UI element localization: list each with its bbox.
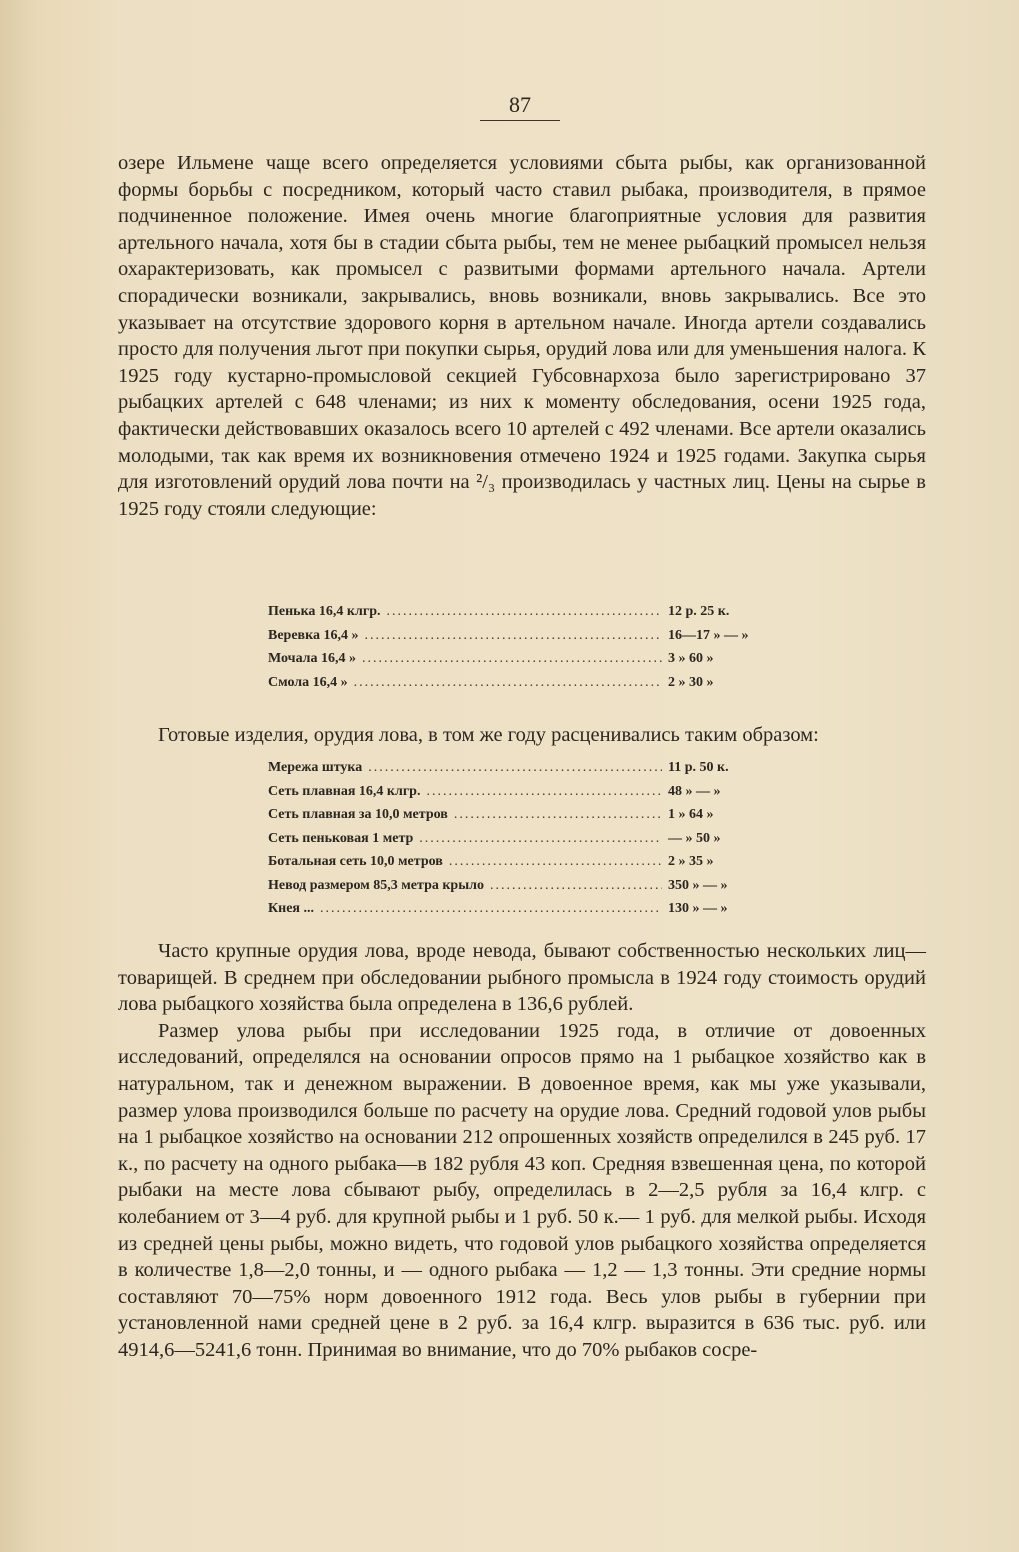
leader-dots xyxy=(419,827,662,851)
price-item-value: 2 » 30 » xyxy=(668,674,714,690)
price-row xyxy=(268,850,768,874)
leader-dots xyxy=(454,803,662,827)
price-item-name: Кнея ... xyxy=(268,901,315,916)
leader-dots xyxy=(449,850,662,874)
price-row xyxy=(268,897,768,921)
paragraph-gear-ownership: Часто крупные орудия лова, вроде невода, бывают собственностью нескольких лиц—товарищей. В среднем при обследовании рыбного промысла в 1924 году стоимость орудий лова рыбацкого хозяйства была определена в 136,6 рублей. xyxy=(118,940,926,1016)
price-row xyxy=(268,756,768,780)
price-item-name: Сеть пеньковая 1 метр xyxy=(268,830,414,846)
price-item-name: Ботальная сеть 10,0 метров xyxy=(268,854,443,869)
price-row xyxy=(268,803,768,827)
leader-dots xyxy=(426,780,662,804)
price-item-value: 350 » — » xyxy=(668,877,728,893)
price-item-name: Веревка 16,4 » xyxy=(268,627,359,643)
price-item-value: 16—17 » — » xyxy=(668,627,749,643)
price-item-name: Мочала 16,4 » xyxy=(268,651,357,666)
leader-dots xyxy=(490,874,662,898)
price-item-value: 2 » 35 » xyxy=(668,854,714,869)
leader-dots xyxy=(368,756,662,780)
price-item-name: Мережа штука xyxy=(268,760,363,775)
leader-dots xyxy=(362,647,662,671)
price-row xyxy=(268,624,768,648)
page-number: 87 xyxy=(480,92,560,121)
raw-material-price-list xyxy=(268,600,768,694)
price-item-name: Невод размером 85,3 метра крыло xyxy=(268,877,484,893)
leader-dots xyxy=(354,671,662,695)
price-item-name: Сеть плавная 16,4 клгр. xyxy=(268,783,421,799)
price-row xyxy=(268,600,768,624)
leader-dots xyxy=(364,624,662,648)
paragraph-catch-size: Размер улова рыбы при исследовании 1925 года, в отличие от довоенных исследований, определялся на основании опросов прямо на 1 рыбацкое хозяйство как в натуральном, так и денежном выражении. В довоенное время, как мы уже указывали, размер улова производился больше по расчету на орудие лова. Средний годовой улов рыбы на 1 рыбацкое хозяйство на основании 212 опрошенных хозяйств определился в 245 руб. 17 к., по расчету на одного рыбака—в 182 рубля 43 коп. Средняя взвешенная цена, по которой рыбаки на месте лова сбывают рыбу, определилась в 2—2,5 рубля за 16,4 клгр. с колебанием от 3—4 руб. для крупной рыбы и 1 руб. 50 к.— 1 руб. для мелкой рыбы. Исходя из средней цены рыбы, можно видеть, что годовой улов рыбацкого хозяйства определяется в количестве 1,8—2,0 тонны, и — одного рыбака — 1,2 — 1,3 тонны. Эти средние нормы составляют 70—75% норм довоенного 1912 года. Весь улов рыбы в губернии при установленной нами средней цене в 2 руб. за 16,4 клгр. выразится в 636 тыс. руб. или 4914,6—5241,6 тонн. Принимая во внимание, что до 70% рыбаков сосре- xyxy=(118,1019,926,1361)
bottom-text-block xyxy=(118,938,926,1364)
products-price-list xyxy=(268,756,768,921)
price-item-value: 3 » 60 » xyxy=(668,651,714,666)
top-text-block xyxy=(118,150,926,522)
price-row xyxy=(268,671,768,695)
price-item-value: 130 » — » xyxy=(668,901,728,916)
price-item-value: 12 р. 25 к. xyxy=(668,604,730,619)
price-row xyxy=(268,827,768,851)
leader-dots xyxy=(387,600,663,624)
price-item-value: — » 50 » xyxy=(668,830,721,846)
price-row xyxy=(268,647,768,671)
leader-dots xyxy=(320,897,662,921)
price-item-value: 48 » — » xyxy=(668,783,721,799)
price-item-name: Сеть плавная за 10,0 метров xyxy=(268,807,448,822)
price-item-value: 11 р. 50 к. xyxy=(668,760,729,775)
products-intro-line: Готовые изделия, орудия лова, в том же году расценивались таким образом: xyxy=(158,724,819,746)
paragraph-artels: озере Ильмене чаще всего определяется условиями сбыта рыбы, как организованной формы борьбы с посредником, который часто ставил рыбака, производителя, в прямое подчиненное положение. Имея очень многие благоприятные условия для развития артельного начала, хотя бы в стадии сбыта рыбы, тем не менее рыбацкий промысел нельзя охарактеризовать, как промысел с развитыми формами артельного начала. Артели спорадически возникали, закрывались, вновь возникали, вновь закрывались. Все это указывает на отсутствие здорового корня в артельном начале. Иногда артели создавались просто для получения льгот при покупки сырья, орудий лова или для уменьшения налога. К 1925 году кустарно-промысловой секцией Губсовнархоза было зарегистрировано 37 рыбацких артелей с 648 членами; из них к моменту обследования, осени 1925 года, фактически действовавших оказалось всего 10 артелей с 492 членами. Все артели оказались молодыми, так как время их возникновения отмечено 1924 и 1925 годами. Закупка сырья для изготовлений орудий лова почти на ²/₃ производилась у частных лиц. Цены на сырье в 1925 году стояли следующие: xyxy=(118,152,926,520)
price-row xyxy=(268,780,768,804)
price-item-name: Пенька 16,4 клгр. xyxy=(268,604,381,619)
price-row xyxy=(268,874,768,898)
price-item-name: Смола 16,4 » xyxy=(268,674,348,690)
price-item-value: 1 » 64 » xyxy=(668,807,714,822)
